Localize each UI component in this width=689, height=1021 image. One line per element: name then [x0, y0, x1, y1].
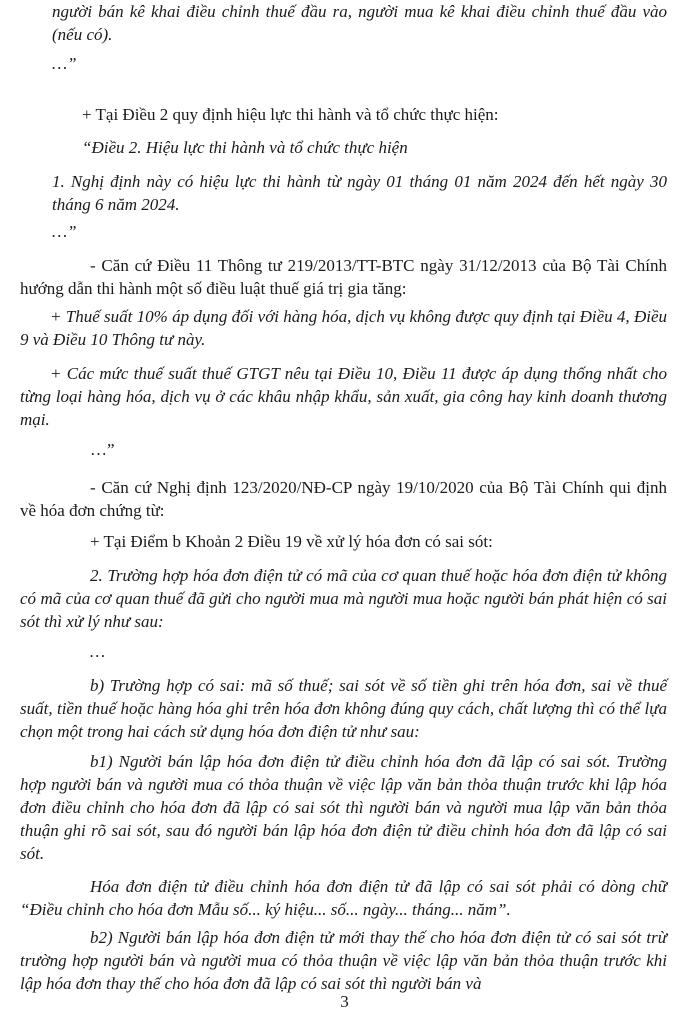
paragraph-b1-adjustment: b1) Người bán lập hóa đơn điện tử điều chỉnh hóa đơn đã lập có sai sót. Trường hợp người bán và người mua có thỏa thuận về việc lập văn bản thỏa thuận trước khi lập hóa đơn điều chỉnh cho hóa đơn đã lập có sai sót thì người bán và người mua lập văn bản thỏa thuận ghi rõ sai sót, sau đó người bán lập hóa đơn điện tử điều chỉnh hóa đơn đã lập có sai sót. — [20, 752, 667, 863]
paragraph-adjustment-wording: Hóa đơn điện tử điều chỉnh hóa đơn điện tử đã lập có sai sót phải có dòng chữ “Điều chỉnh cho hóa đơn Mẫu số... ký hiệu... số... ngày... tháng... năm”. — [20, 877, 667, 919]
paragraph-case-b: b) Trường hợp có sai: mã số thuế; sai sót về số tiền ghi trên hóa đơn, sai về thuế suất, tiền thuế hoặc hàng hóa ghi trên hóa đơn không đúng quy cách, chất lượng thì có thể lựa chọn một trong hai cách sử dụng hóa đơn điện tử như sau: — [20, 676, 667, 741]
paragraph-article-2-intro: + Tại Điều 2 quy định hiệu lực thi hành và tổ chức thực hiện: — [82, 105, 499, 124]
paragraph-invoice-error-handling: 2. Trường hợp hóa đơn điện tử có mã của cơ quan thuế hoặc hóa đơn điện tử không có mã của cơ quan thuế đã gửi cho người mua mà người mua hoặc người bán phát hiện có sai sót thì xử lý như sau: — [20, 566, 667, 631]
paragraph-b2-replacement: b2) Người bán lập hóa đơn điện tử mới thay thế cho hóa đơn điện tử có sai sót trừ trường hợp người bán và người mua có thỏa thuận về việc lập văn bản thỏa thuận trước khi lập hóa đơn thay thế cho hóa đơn đã lập có sai sót thì người bán và — [20, 928, 667, 993]
paragraph-vat-rates-uniform: + Các mức thuế suất thuế GTGT nêu tại Điều 10, Điều 11 được áp dụng thống nhất cho từng loại hàng hóa, dịch vụ ở các khâu nhập khẩu, sản xuất, gia công hay kinh doanh thương mại. — [20, 364, 667, 429]
paragraph-decree-123: - Căn cứ Nghị định 123/2020/NĐ-CP ngày 19/10/2020 của Bộ Tài Chính qui định về hóa đơn chứng từ: — [20, 478, 667, 520]
paragraph-point-b-clause-2: + Tại Điểm b Khoản 2 Điều 19 về xử lý hóa đơn có sai sót: — [90, 532, 493, 551]
paragraph-article-2-heading: “Điều 2. Hiệu lực thi hành và tổ chức thực hiện — [82, 138, 408, 157]
paragraph-circular-219: - Căn cứ Điều 11 Thông tư 219/2013/TT-BTC ngày 31/12/2013 của Bộ Tài Chính hướng dẫn thi hành một số điều luật thuế giá trị gia tăng: — [20, 256, 667, 298]
quote-close-ellipsis: …” — [52, 222, 77, 241]
ellipsis-line: … — [90, 642, 106, 661]
paragraph-effective-date: 1. Nghị định này có hiệu lực thi hành từ ngày 01 tháng 01 năm 2024 đến hết ngày 30 tháng 6 năm 2024. — [52, 172, 667, 214]
quote-close-ellipsis: …” — [52, 54, 77, 73]
page-number: 3 — [340, 992, 349, 1011]
quote-close-ellipsis: …” — [90, 440, 115, 459]
paragraph-tax-rate-10: + Thuế suất 10% áp dụng đối với hàng hóa, dịch vụ không được quy định tại Điều 4, Điều 9 và Điều 10 Thông tư này. — [20, 307, 667, 349]
paragraph-intro-continuation: người bán kê khai điều chỉnh thuế đầu ra, người mua kê khai điều chỉnh thuế đầu vào (nếu có). — [52, 2, 667, 44]
